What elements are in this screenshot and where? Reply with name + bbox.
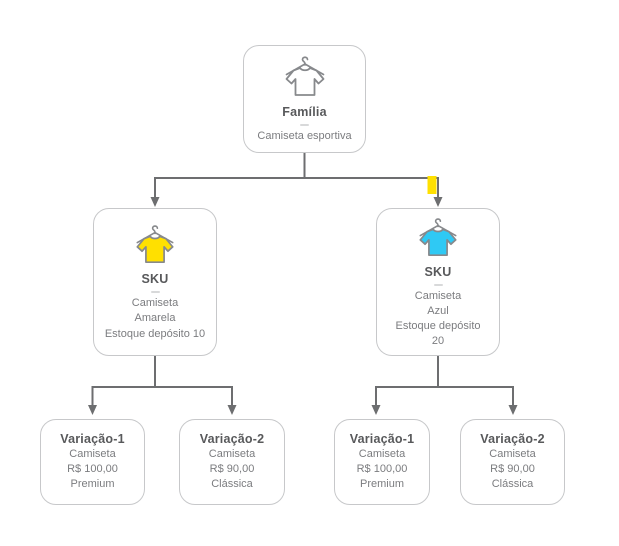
highlight-marker	[428, 176, 437, 194]
node-title: SKU	[424, 264, 452, 279]
variation-2-blue-node	[460, 419, 565, 505]
node-line: Azul	[427, 304, 449, 317]
node-title: Variação-1	[60, 431, 125, 446]
node-line: Estoque depósito	[395, 320, 481, 332]
node-title: SKU	[141, 272, 169, 287]
variation-1-yellow-node	[40, 419, 145, 505]
node-title: Variação-1	[349, 431, 415, 446]
family-node	[243, 45, 366, 153]
tshirt-on-hanger-yellow-icon	[131, 222, 179, 266]
sku-blue-node	[376, 208, 500, 356]
title-divider	[300, 124, 309, 126]
node-title: Família	[282, 105, 327, 120]
node-line: Camiseta	[69, 447, 116, 460]
variation-1-blue-node	[334, 419, 430, 505]
arrowhead-to-sku-yellow	[151, 197, 160, 207]
node-line: Premium	[70, 478, 115, 491]
node-line: R$ 100,00	[356, 462, 408, 475]
node-line: Camiseta	[414, 289, 462, 302]
node-title: Variação-2	[480, 431, 545, 446]
connector-family-rail	[155, 178, 438, 198]
arrowhead-to-var1-blue	[372, 405, 381, 415]
variation-2-yellow-node	[179, 419, 285, 505]
arrowhead-to-sku-blue	[434, 197, 443, 207]
title-divider	[434, 284, 443, 286]
node-line: Clássica	[211, 478, 253, 491]
node-line: Estoque depósito 10	[104, 327, 206, 340]
connector-sku-yellow-rail	[93, 387, 233, 406]
node-line: Premium	[359, 478, 404, 491]
arrowhead-to-var2-blue	[509, 405, 518, 415]
node-line: Clássica	[491, 478, 534, 491]
sku-yellow-node	[93, 208, 217, 356]
node-line: Camiseta esportiva	[257, 130, 352, 143]
arrowhead-to-var2-yellow	[228, 405, 237, 415]
node-line: Camiseta	[489, 447, 536, 460]
node-line: R$ 90,00	[209, 462, 255, 475]
title-divider	[151, 291, 160, 293]
node-line: Camiseta	[131, 297, 179, 310]
node-line: Amarela	[134, 312, 176, 325]
connector-sku-blue-rail	[376, 387, 513, 406]
tshirt-on-hanger-blue-icon	[414, 215, 462, 259]
node-line: R$ 90,00	[490, 462, 535, 475]
node-line: 20	[431, 335, 445, 348]
node-title: Variação-2	[199, 431, 265, 446]
arrowhead-to-var1-yellow	[88, 405, 97, 415]
node-line: Camiseta	[358, 447, 406, 460]
node-line: Camiseta	[208, 447, 256, 460]
node-line: R$ 100,00	[67, 462, 118, 475]
tshirt-on-hanger-icon	[280, 53, 330, 99]
